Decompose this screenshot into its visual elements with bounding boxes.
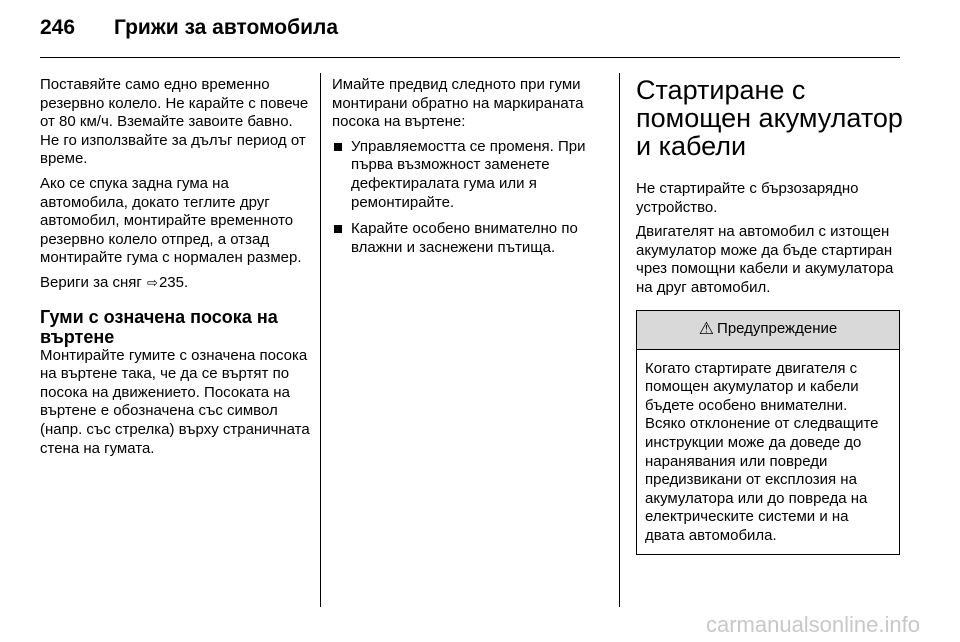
square-bullet-icon [334, 225, 342, 233]
column-divider [320, 73, 321, 607]
warning-header [637, 311, 899, 350]
header-rule [40, 57, 900, 58]
watermark: carmanualsonline.info [705, 612, 920, 637]
list-item: Карайте особено внимателно по влажни и заснежени пътища. [332, 220, 604, 257]
column-divider [619, 73, 620, 607]
arrow-reference-icon: ⇨ [147, 274, 158, 290]
cross-reference[interactable] [40, 274, 310, 293]
column-2 [332, 76, 604, 265]
page-number: 246 [40, 16, 76, 39]
paragraph: Монтирайте гумите с означена посока на въртене така, че да се въртят по посока на движението. Посоката на въртене е обозначена със символ (напр. със стрелка) върху страничната стена на гумата. [40, 346, 310, 457]
warning-triangle-icon: ⚠ [698, 319, 715, 339]
page-title: Грижи за автомобила [114, 16, 339, 39]
cross-reference-text: Вериги за сняг [40, 273, 142, 291]
square-bullet-icon [334, 143, 342, 151]
bullet-list [332, 138, 604, 258]
column-3 [636, 76, 904, 555]
section-heading-large: Стартиране с помощен акумулатор и кабели [636, 75, 903, 161]
paragraph: Имайте предвид следното при гуми монтирани обратно на маркираната посока на въртене: [332, 76, 584, 131]
paragraph: Не стартирайте с бързозарядно устройство. [636, 180, 859, 216]
warning-box [636, 310, 900, 555]
paragraph: Поставяйте само едно временно резервно колело. Не карайте с повече от 80 км/ч. Вземайте завоите бавно. Не го използвайте за дълъг период от време. [40, 76, 309, 168]
page-header [40, 16, 920, 52]
paragraph: Ако се спука задна гума на автомобила, докато теглите друг автомобил, монтирайте временното резервно колело отпред, а отзад монтирайте гума с нормален размер. [40, 174, 302, 267]
cross-reference-page: 235. [158, 273, 189, 291]
column-1 [40, 76, 310, 464]
paragraph: Двигателят на автомобил с изтощен акумулатор може да бъде стартиран чрез помощни кабели и акумулатора на друг автомобил. [636, 223, 894, 296]
section-heading: Гуми с означена посока на въртене [40, 306, 278, 347]
list-item: Управляемостта се променя. При първа възможност заменете дефектиралата гума или я ремонтирайте. [332, 138, 604, 212]
warning-body: Когато стартирате двигателя с помощен акумулатор и кабели бъдете особено внимателни. Всяко отклонение от следващите инструкции може да доведе до наранявания или повреди предизвикани от експлозия на акумулатора или до повреда на електрическите системи и на двата автомобила. [645, 359, 879, 544]
warning-title: Предупреждение [717, 320, 838, 338]
